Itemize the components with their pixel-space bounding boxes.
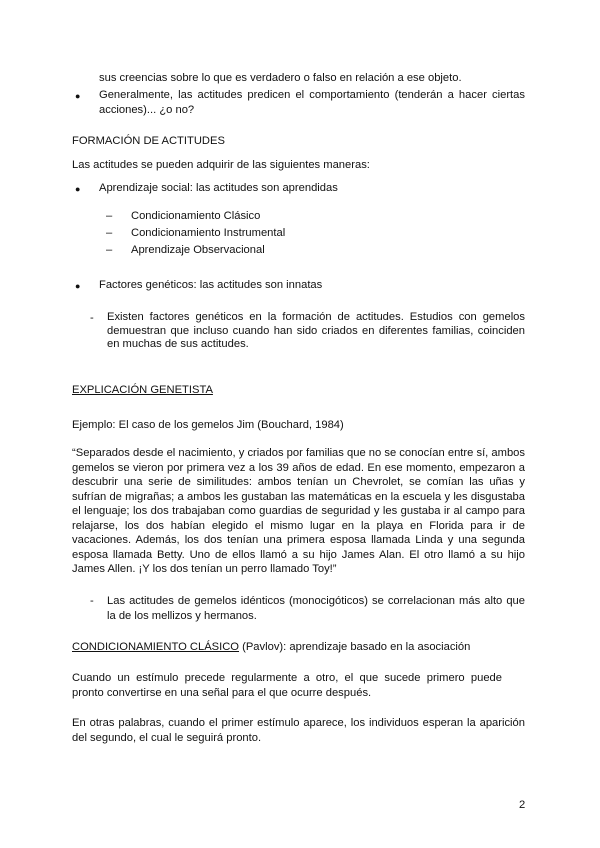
twins-example: Ejemplo: El caso de los gemelos Jim (Bouchard, 1984) xyxy=(72,419,344,431)
formation-heading: FORMACIÓN DE ACTITUDES xyxy=(72,135,225,147)
twins-quote: “Separados desde el nacimiento, y criados por familias que no se conocían entre sí, ambos gemelos se vieron por primera vez a los 39 años de edad. En ese momento, empezaron a descubrir una serie de similitudes: ambos tenían un Chevrolet, se comían las uñas y sufrían de migrañas; a ambos les gustaban las matemáticas en la escuela y les disgustaba el lenguaje; los dos trabajaban como guardias de seguridad y les gustaba ir al campo para relajarse, los dos habían elegido el mismo lugar en la playa en Florida para ir de vacaciones. Además, los dos tenían una primera esposa llamada Linda y una segunda esposa llamada Betty. Uno de ellos llamó a su hijo James Alan. El otro llamó a su hijo James Allen. ¡Y los dos tenían un perro llamado Toy!” xyxy=(72,447,525,575)
dash-marker: - xyxy=(90,595,94,607)
classical-heading-rest: (Pavlov): aprendizaje basado en la asociación xyxy=(239,641,471,653)
classical-paragraph-2: En otras palabras, cuando el primer estímulo aparece, los individuos esperan la aparición del segundo, el cual le seguirá pronto. xyxy=(72,717,525,744)
classical-heading-line xyxy=(72,640,470,655)
behavior-bullet-text: Generalmente, las actitudes predicen el comportamiento (tenderán a hacer ciertas acciones)... ¿o no? xyxy=(99,89,525,116)
bullet-dot: ● xyxy=(75,91,81,101)
genetist-heading: EXPLICACIÓN GENETISTA xyxy=(72,384,213,396)
genetic-factors-detail: Existen factores genéticos en la formación de actitudes. Estudios con gemelos demuestran que incluso cuando han sido criados en diferentes familias, coinciden en muchas de sus actitudes. xyxy=(107,311,525,350)
list-item-observational: Aprendizaje Observacional xyxy=(131,244,265,256)
dash-marker: – xyxy=(106,244,113,256)
identical-twins-note: Las actitudes de gemelos idénticos (monocigóticos) se correlacionan más alto que la de los mellizos y hermanos. xyxy=(107,595,525,622)
list-item-instrumental: Condicionamiento Instrumental xyxy=(131,227,286,239)
bullet-dot: ● xyxy=(75,184,81,194)
genetic-factors-bullet: Factores genéticos: las actitudes son innatas xyxy=(99,279,323,291)
classical-heading: CONDICIONAMIENTO CLÁSICO xyxy=(72,641,240,653)
bullet-dot: ● xyxy=(75,281,81,291)
page-number: 2 xyxy=(519,799,526,811)
list-item-classical: Condicionamiento Clásico xyxy=(131,210,261,222)
classical-paragraph-1: Cuando un estímulo precede regularmente a otro, el que sucede primero puede pronto convertirse en una señal para el que ocurre después. xyxy=(72,672,502,699)
social-learning-bullet: Aprendizaje social: las actitudes son aprendidas xyxy=(99,182,338,194)
continued-line: sus creencias sobre lo que es verdadero o falso en relación a ese objeto. xyxy=(99,72,462,84)
dash-marker: – xyxy=(106,227,113,239)
dash-marker: - xyxy=(90,312,94,324)
formation-lead: Las actitudes se pueden adquirir de las siguientes maneras: xyxy=(72,159,370,171)
dash-marker: – xyxy=(106,210,113,222)
